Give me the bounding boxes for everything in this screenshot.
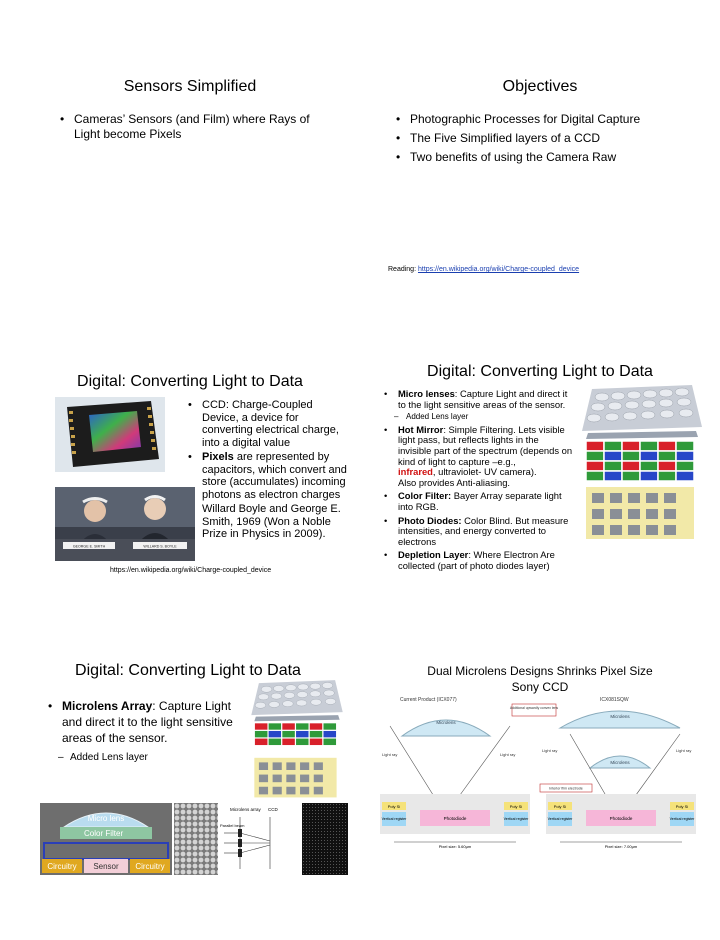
sensor-layer-stack [578,377,706,545]
microlens-array-desc: : Capture Light and direct it to the light sensitive areas of the sensor. [62,699,233,745]
sensor-label: Sensor [93,862,119,871]
current-product-caption: Current Product (ICX077) [400,697,457,703]
bullet-objective-2: • The Five Simplified layers of a CCD [396,131,696,146]
pixel-size-right: Pixel size: 7.00µm [604,844,638,849]
vertical-register-label-4: Vertical register [669,817,695,821]
inner-microlens-label: Microlens [610,760,630,765]
photodiode-label-left: Photodiode [443,816,467,821]
bullet-objective-1: • Photographic Processes for Digital Capture [396,112,696,127]
pixels-desc: are represented by capacitors, which convert and store (accumulates) incoming photons as electron charges [202,451,347,501]
hot-mirror-desc: : Simple Filtering. Lets visible light pass, but reflects lights in the invisible part of the spectrum (depends on kind of light to capture –e.g., [398,423,573,467]
pixels-term: Pixels [202,451,234,463]
photodiode-layer [586,487,694,539]
slide-sensors-simplified [20,60,360,350]
light-ray-label-left2: Light ray [500,752,516,757]
bullet-depletion-layer [384,550,574,571]
bullet-hot-mirror [384,425,574,489]
poly-si-label-4: Poly Si [675,804,689,809]
light-ray-label-right1: Light ray [542,748,558,753]
micro-lenses-desc: : Capture Light and direct it to the light sensitive areas of the sensor. [398,388,568,410]
color-filter-label: Color Filter [84,829,124,838]
microlens-layer [582,385,702,431]
slide-digital-converting-3 [20,650,360,940]
reading-label: Reading: [388,266,417,273]
vertical-register-label-1: Vertical register [381,817,407,821]
slide-subtitle: Sony CCD [511,680,569,694]
poly-si-label-2: Poly Si [509,804,523,809]
slide-title: Digital: Converting Light to Data [427,363,653,380]
microlens-label-right: Microlens [610,714,630,719]
microlens-array-micrograph [174,803,218,875]
light-ray-label-right2: Light ray [676,748,692,753]
sensor-layer-stack [242,674,352,802]
circuitry-label-left: Circuitry [47,862,77,871]
reading-line [388,266,579,273]
slide-title: Dual Microlens Designs Shrinks Pixel Size [427,664,653,678]
slide-digital-converting-1 [20,355,360,645]
ccd-label: CCD [268,807,278,812]
slide-title: Digital: Converting Light to Data [75,662,301,679]
photo-diodes-desc: Color Blind. But measure intensities, and energy converted to electrons [398,514,569,547]
nobel-laureates-photo [55,487,195,561]
poly-si-label-1: Poly Si [387,804,401,809]
bullet-microlens-array [48,698,238,746]
nameplate-smith: GEORGE E. SMITH [72,544,106,549]
depletion-layer-desc: : Where Electron Are collected (part of photo diodes layer) [398,549,555,571]
bullet-boyle-smith: • Willard Boyle and George E. Smith, 1969 (Won a Noble Prize in Physics in 2009). [188,503,348,541]
sub-added-lens: – Added Lens layer [384,412,574,423]
micro-lens-label: Micro lens [87,814,125,823]
slide-title: Digital: Converting Light to Data [77,373,303,390]
hot-mirror-layer [586,431,698,439]
slide-objectives [370,60,710,350]
bullet-objective-3: • Two benefits of using the Camera Raw [396,150,696,165]
pixel-size-left: Pixel size: 5.60µm [438,844,472,849]
hot-mirror-tail: , ultraviolet- UV camera). [432,466,537,478]
slide-dual-microlens [370,650,710,940]
additional-lens-label: Additional upwardly convex lens [509,706,559,710]
bullet-color-filter [384,491,574,512]
bullet-pixels [188,451,348,501]
sony-ccd-comparison-diagram [380,696,700,856]
hot-mirror-term: Hot Mirror [398,423,444,435]
microlens-array-label: Microlens array [230,807,261,812]
ccd-grid-photo [302,803,348,875]
ccd-chip-photo [55,397,165,472]
anti-aliasing-note: Also provides Anti-aliasing. [398,476,511,488]
color-filter-layer [586,441,694,481]
slide-title: Sensors Simplified [123,78,257,95]
vertical-register-label-2: Vertical register [503,817,529,821]
color-filter-term: Color Filter: [398,490,452,502]
infrared-term: infrared [398,466,433,478]
circuitry-label-right: Circuitry [135,862,165,871]
poly-si-label-3: Poly Si [553,804,567,809]
micro-lenses-term: Micro lenses [398,388,455,399]
parallel-beam-schematic [220,803,302,875]
vertical-register-label-3: Vertical register [547,817,573,821]
parallel-beam-label: Parallel beam [220,823,245,828]
microlens-label-left: Microlens [436,720,456,725]
photodiode-label-right: Photodiode [609,816,633,821]
bullet-ccd: • CCD: Charge-Coupled Device, a device for converting electrical charge, into a digital value [188,399,348,449]
reading-link[interactable]: https://en.wikipedia.org/wiki/Charge-coupled_device [417,266,580,273]
slide-title: Objectives [502,78,578,95]
nameplate-boyle: WILLARD S. BOYLE [143,544,177,549]
source-url: https://en.wikipedia.org/wiki/Charge-coupled_device [110,567,272,574]
pixel-cross-section-diagram [40,803,172,875]
depletion-layer-term: Depletion Layer [398,549,469,561]
photo-diodes-term: Photo Diodes: [398,514,462,526]
bullet-photo-diodes [384,516,574,548]
new-product-caption: ICX081SQW [600,697,629,703]
sub-added-lens: – Added Lens layer [48,750,238,766]
interior-electrode-label: Interior film electrode [549,786,583,791]
microlens-array-term: Microlens Array [62,699,153,713]
slide-digital-converting-2 [370,355,710,645]
bullet-micro-lenses [384,389,574,410]
bullet-cameras-sensors: • Cameras’ Sensors (and Film) where Rays of Light become Pixels [60,112,330,142]
light-ray-label-left1: Light ray [382,752,398,757]
color-filter-desc: Bayer Array separate light into RGB. [398,490,562,512]
